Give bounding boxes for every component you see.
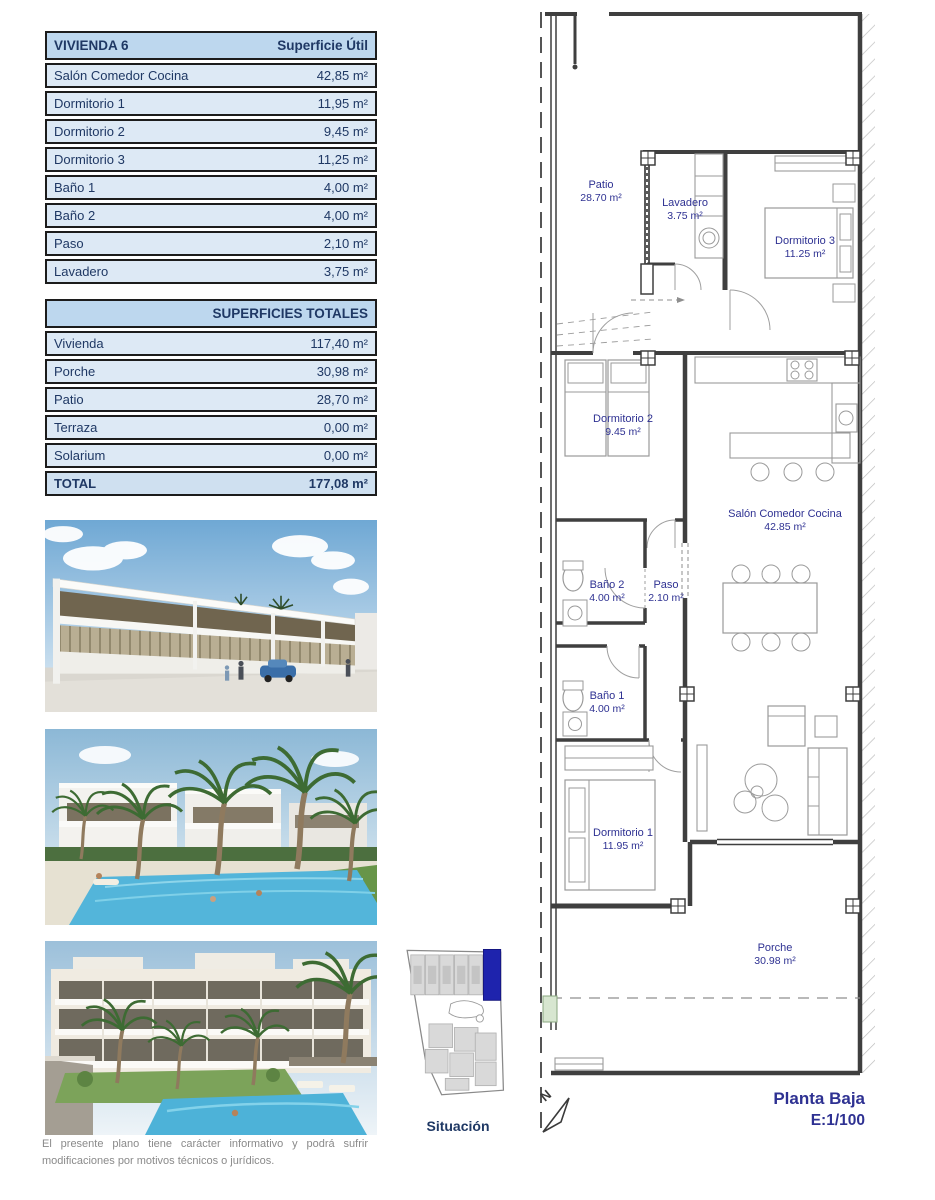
row-label: Lavadero <box>45 259 269 284</box>
row-label: Paso <box>45 231 269 256</box>
svg-text:28.70 m²: 28.70 m² <box>580 192 622 204</box>
total-value: 177,08 m² <box>211 471 377 496</box>
disclaimer-text: El presente plano tiene carácter informativo y podrá sufrir modificaciones por motivos técnicos o jurídicos. <box>42 1138 368 1168</box>
row-label: Vivienda <box>45 331 211 356</box>
row-label: Terraza <box>45 415 211 440</box>
row-label: Dormitorio 1 <box>45 91 269 116</box>
table-row <box>45 331 377 356</box>
svg-text:9.45 m²: 9.45 m² <box>605 426 641 438</box>
room-label-bano-2: Baño 2 <box>589 579 625 591</box>
row-label: Solarium <box>45 443 211 468</box>
table-row <box>45 63 377 88</box>
row-label: Porche <box>45 359 211 384</box>
row-value: 11,25 m² <box>269 147 377 172</box>
totales-table <box>45 296 377 499</box>
row-value: 2,10 m² <box>269 231 377 256</box>
row-label: Patio <box>45 387 211 412</box>
table-row <box>45 415 377 440</box>
table-row <box>45 147 377 172</box>
row-value: 30,98 m² <box>211 359 377 384</box>
room-label-bano-1: Baño 1 <box>589 690 625 702</box>
row-label: Dormitorio 2 <box>45 119 269 144</box>
row-value: 11,95 m² <box>269 91 377 116</box>
row-value: 3,75 m² <box>269 259 377 284</box>
table-row <box>45 359 377 384</box>
situacion-label: Situación <box>426 1118 490 1134</box>
room-label-dormitorio-1: Dormitorio 1 <box>593 827 653 839</box>
table-row <box>45 387 377 412</box>
svg-text:N: N <box>537 1086 555 1105</box>
render-photo-street <box>45 520 377 712</box>
room-label-patio: Patio <box>588 179 614 191</box>
table-title: VIVIENDA 6 <box>45 31 269 60</box>
table-row <box>45 231 377 256</box>
svg-text:42.85 m²: 42.85 m² <box>764 521 806 533</box>
table-header-row <box>45 31 377 60</box>
render-photo-apartments <box>45 941 377 1135</box>
table-row <box>45 91 377 116</box>
north-arrow-icon <box>537 1087 569 1132</box>
row-value: 0,00 m² <box>211 443 377 468</box>
table-row <box>45 203 377 228</box>
svg-text:4.00 m²: 4.00 m² <box>589 592 625 604</box>
room-label-dormitorio-3: Dormitorio 3 <box>775 235 835 247</box>
svg-text:11.95 m²: 11.95 m² <box>602 840 644 852</box>
render-photo-pool <box>45 729 377 925</box>
room-label-paso: Paso <box>653 579 679 591</box>
row-label: Baño 2 <box>45 203 269 228</box>
table-row <box>45 443 377 468</box>
table-row <box>45 175 377 200</box>
row-value: 42,85 m² <box>269 63 377 88</box>
row-value: 28,70 m² <box>211 387 377 412</box>
svg-text:2.10 m²: 2.10 m² <box>648 592 684 604</box>
row-value: 117,40 m² <box>211 331 377 356</box>
row-label: Baño 1 <box>45 175 269 200</box>
plan-caption-scale: E:1/100 <box>810 1112 865 1129</box>
table-total-row <box>45 471 377 496</box>
table-row <box>45 259 377 284</box>
row-label: Dormitorio 3 <box>45 147 269 172</box>
room-labels <box>580 179 842 967</box>
svg-text:4.00 m²: 4.00 m² <box>589 703 625 715</box>
room-label-dormitorio-2: Dormitorio 2 <box>593 413 653 425</box>
table-header-value: Superficie Útil <box>269 31 377 60</box>
row-value: 0,00 m² <box>211 415 377 440</box>
situacion-map <box>396 944 520 1134</box>
svg-text:11.25 m²: 11.25 m² <box>784 248 826 260</box>
room-label-salon: Salón Comedor Cocina <box>728 508 842 520</box>
floor-plan <box>535 8 935 1153</box>
table-row <box>45 119 377 144</box>
row-label: Salón Comedor Cocina <box>45 63 269 88</box>
highlighted-plot <box>483 949 500 1000</box>
total-label: TOTAL <box>45 471 211 496</box>
row-value: 4,00 m² <box>269 203 377 228</box>
floor-plan-drawing <box>535 8 935 1153</box>
room-label-porche: Porche <box>757 942 793 954</box>
svg-text:3.75 m²: 3.75 m² <box>667 210 703 222</box>
table-title: SUPERFICIES TOTALES <box>45 299 377 328</box>
situacion-map-drawing <box>396 944 520 1112</box>
room-label-lavadero: Lavadero <box>662 197 708 209</box>
row-value: 9,45 m² <box>269 119 377 144</box>
svg-text:30.98 m²: 30.98 m² <box>754 955 796 967</box>
table-header-row <box>45 299 377 328</box>
plan-caption-title: Planta Baja <box>773 1089 865 1108</box>
row-value: 4,00 m² <box>269 175 377 200</box>
vivienda-areas-table <box>45 28 377 287</box>
